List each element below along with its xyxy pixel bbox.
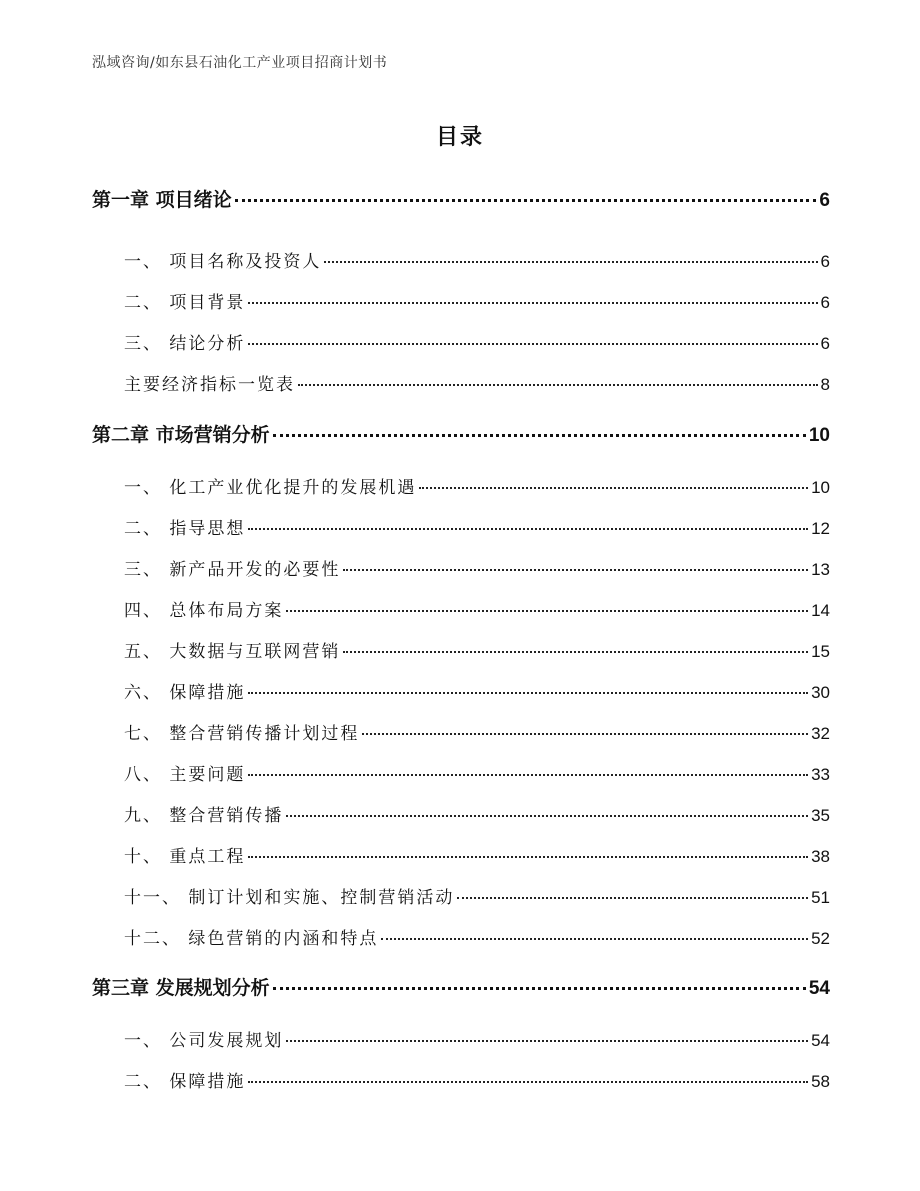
toc-page-number: 6 xyxy=(820,334,830,353)
toc-label: 二、 项目背景 xyxy=(124,293,246,313)
toc-section[interactable] xyxy=(124,842,830,867)
toc-section[interactable] xyxy=(124,719,830,744)
toc-label: 二、 保障措施 xyxy=(124,1072,246,1092)
toc-label: 八、 主要问题 xyxy=(124,765,246,785)
toc-leader xyxy=(248,774,808,776)
toc-page-number: 58 xyxy=(811,1072,830,1091)
toc-page-number: 6 xyxy=(820,252,830,271)
toc-label: 主要经济指标一览表 xyxy=(124,375,295,395)
toc-leader xyxy=(362,733,808,735)
toc-page-number: 54 xyxy=(808,978,830,999)
toc-page-number: 54 xyxy=(811,1031,830,1050)
toc-label: 四、 总体布局方案 xyxy=(124,601,284,621)
toc-leader xyxy=(248,528,808,530)
toc-page-number: 6 xyxy=(820,293,830,312)
toc-section[interactable] xyxy=(124,924,830,949)
toc-leader xyxy=(343,651,808,653)
toc-section[interactable] xyxy=(124,637,830,662)
toc-chapter-2[interactable] xyxy=(92,420,830,447)
toc-section[interactable] xyxy=(124,760,830,785)
toc-page-number: 10 xyxy=(808,425,830,446)
toc-section[interactable] xyxy=(124,678,830,703)
toc-section[interactable] xyxy=(124,247,830,272)
toc-leader xyxy=(457,897,808,899)
toc-chapter-1[interactable] xyxy=(92,185,830,212)
toc-section[interactable] xyxy=(124,514,830,539)
toc-label: 第三章 发展规划分析 xyxy=(92,977,270,999)
toc-leader xyxy=(248,343,817,345)
toc-section[interactable] xyxy=(124,801,830,826)
toc-page-number: 12 xyxy=(811,519,830,538)
toc-label: 九、 整合营销传播 xyxy=(124,806,284,826)
toc-section[interactable] xyxy=(124,883,830,908)
toc-leader xyxy=(298,384,818,386)
toc-label: 十二、 绿色营销的内涵和特点 xyxy=(124,929,379,949)
toc-leader xyxy=(324,261,817,263)
toc-chapter-3[interactable] xyxy=(92,973,830,1000)
toc-label: 六、 保障措施 xyxy=(124,683,246,703)
toc-section[interactable] xyxy=(124,1026,830,1051)
toc-leader xyxy=(343,569,808,571)
toc-page-number: 13 xyxy=(811,560,830,579)
toc-leader xyxy=(248,692,808,694)
toc-leader xyxy=(419,487,808,489)
toc-page-number: 51 xyxy=(811,888,830,907)
toc-label: 七、 整合营销传播计划过程 xyxy=(124,724,360,744)
toc-leader xyxy=(273,434,806,437)
toc-section[interactable] xyxy=(124,370,830,395)
toc-label: 三、 新产品开发的必要性 xyxy=(124,560,341,580)
toc-label: 一、 化工产业优化提升的发展机遇 xyxy=(124,478,417,498)
toc-page-number: 6 xyxy=(819,190,830,211)
toc-section[interactable] xyxy=(124,329,830,354)
toc-page-number: 52 xyxy=(811,929,830,948)
toc-label: 一、 公司发展规划 xyxy=(124,1031,284,1051)
toc-page-number: 33 xyxy=(811,765,830,784)
toc-page-number: 35 xyxy=(811,806,830,825)
toc-leader xyxy=(381,938,808,940)
toc-label: 十一、 制订计划和实施、控制营销活动 xyxy=(124,888,455,908)
toc-label: 第二章 市场营销分析 xyxy=(92,424,270,446)
toc-page-number: 15 xyxy=(811,642,830,661)
toc-leader xyxy=(286,1040,808,1042)
toc-label: 十、 重点工程 xyxy=(124,847,246,867)
toc-page-number: 30 xyxy=(811,683,830,702)
toc-section[interactable] xyxy=(124,288,830,313)
toc-page-number: 32 xyxy=(811,724,830,743)
toc-page-number: 14 xyxy=(811,601,830,620)
toc-section[interactable] xyxy=(124,596,830,621)
page-title: 目录 xyxy=(435,125,484,150)
toc-leader xyxy=(235,199,817,202)
running-header: 泓域咨询/如东县石油化工产业项目招商计划书 xyxy=(92,55,388,71)
toc-leader xyxy=(248,1081,808,1083)
toc-page-number: 10 xyxy=(811,478,830,497)
toc-label: 五、 大数据与互联网营销 xyxy=(124,642,341,662)
toc-leader xyxy=(248,302,817,304)
toc-section[interactable] xyxy=(124,473,830,498)
toc-leader xyxy=(286,815,808,817)
toc-leader xyxy=(273,987,806,990)
toc-page-number: 38 xyxy=(811,847,830,866)
toc-label: 一、 项目名称及投资人 xyxy=(124,252,322,272)
toc-section[interactable] xyxy=(124,555,830,580)
toc-page-number: 8 xyxy=(820,375,830,394)
toc-leader xyxy=(286,610,808,612)
toc-section[interactable] xyxy=(124,1067,830,1092)
toc-label: 三、 结论分析 xyxy=(124,334,246,354)
toc-label: 第一章 项目绪论 xyxy=(92,189,232,211)
toc-label: 二、 指导思想 xyxy=(124,519,246,539)
toc-leader xyxy=(248,856,808,858)
